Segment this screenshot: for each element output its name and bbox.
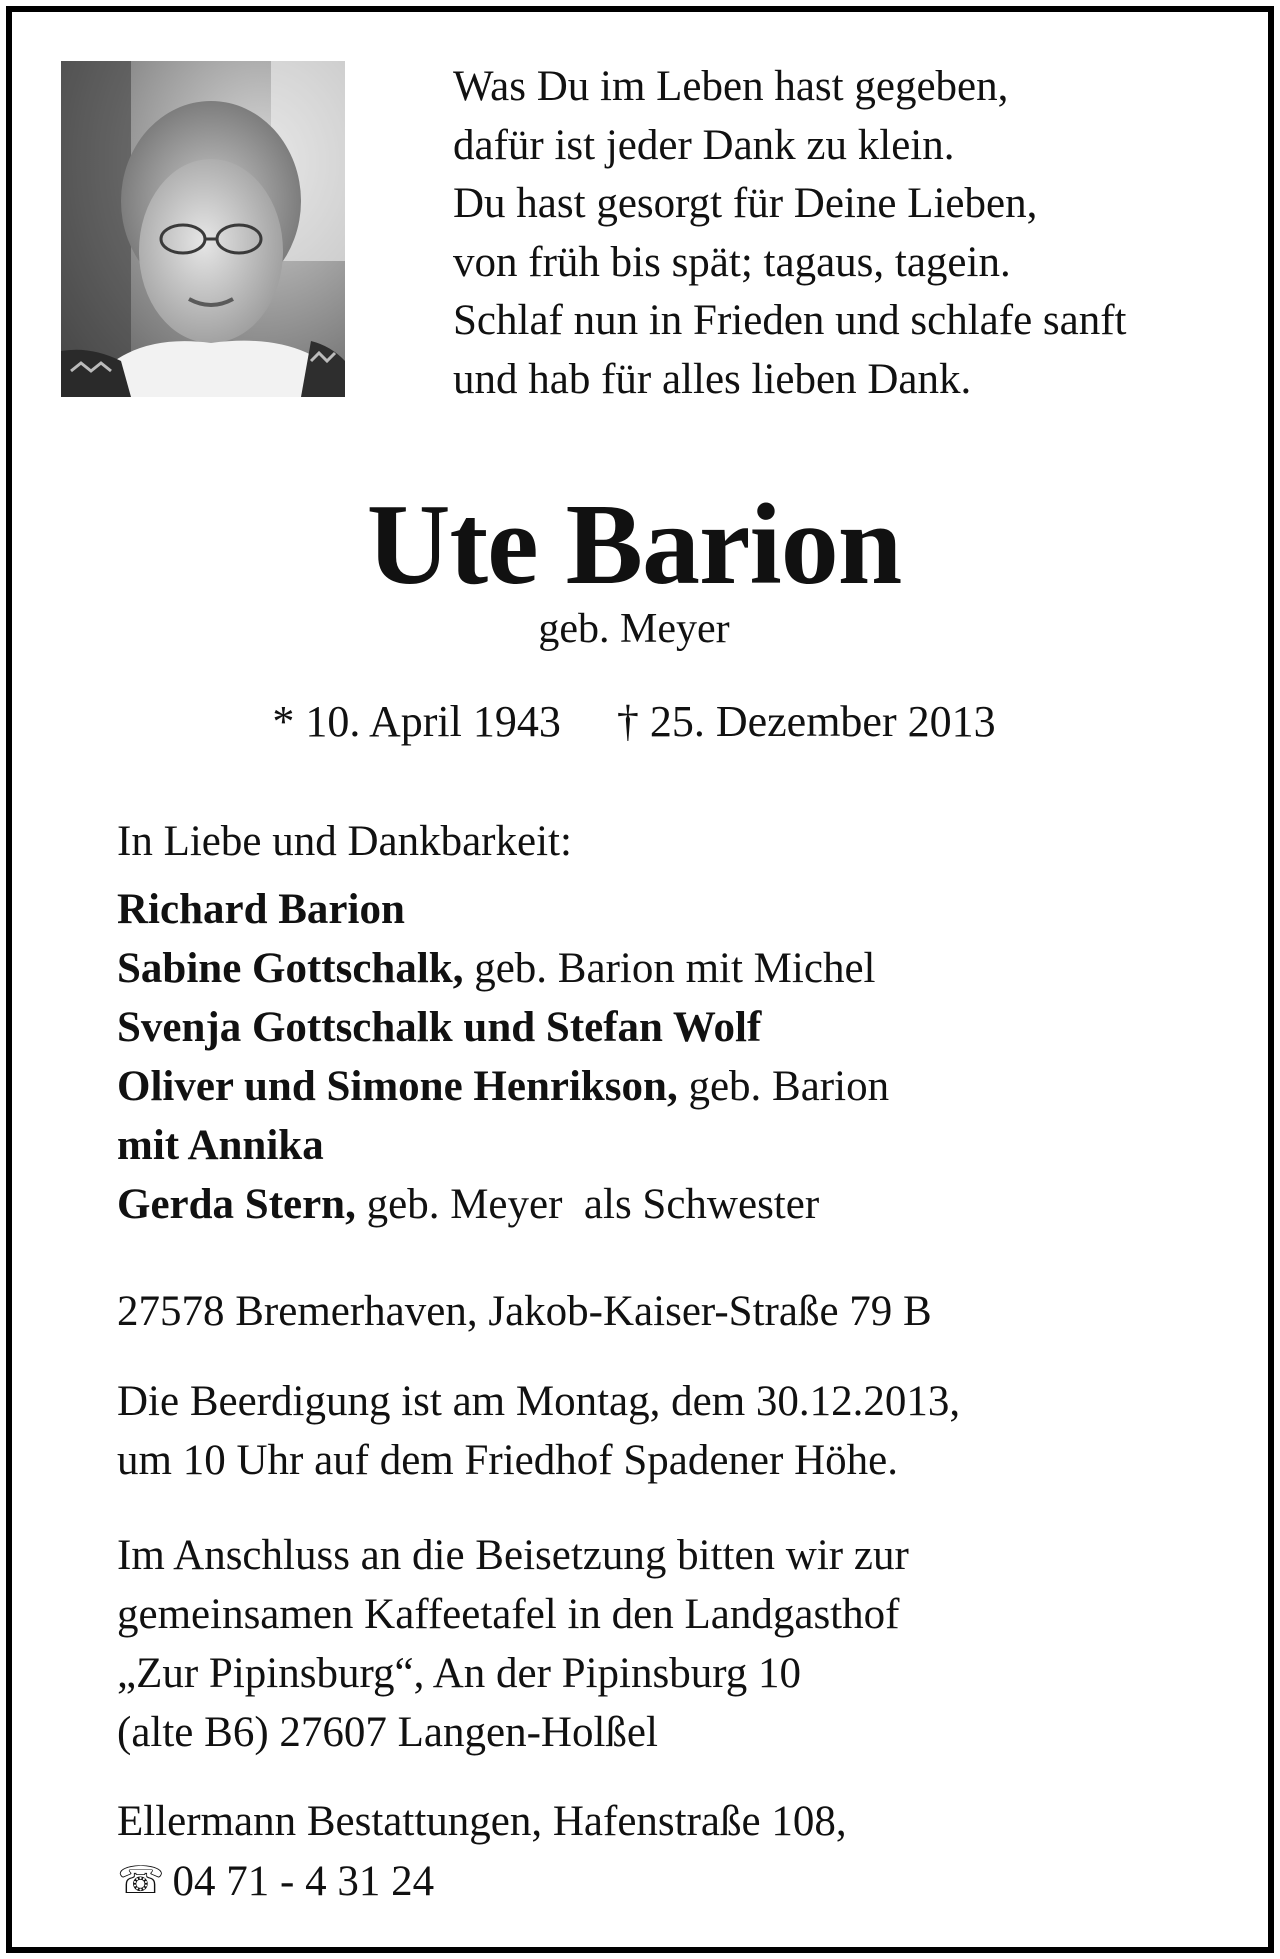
deceased-name: Ute Barion — [366, 481, 902, 609]
poem-line: Was Du im Leben hast gegeben, — [453, 63, 1009, 110]
poem-line: dafür ist jeder Dank zu klein. — [453, 121, 955, 169]
undertaker-line: Ellermann Bestattungen, Hafenstraße 108, — [117, 1798, 847, 1845]
mourners-intro: In Liebe und Dankbarkeit: — [117, 818, 572, 865]
portrait-photo — [61, 61, 345, 397]
poem-line: Du hast gesorgt für Deine Lieben, — [453, 180, 1038, 227]
mourners-list — [117, 880, 1237, 1234]
mourner-line: Sabine Gottschalk, geb. Barion mit Michel — [117, 945, 876, 992]
poem-line: Schlaf nun in Frieden und schlafe sanft — [453, 297, 1127, 344]
obituary-notice — [6, 6, 1274, 1953]
reception-line: gemeinsamen Kaffeetafel in den Landgasthof — [117, 1591, 900, 1638]
birth-date: * 10. April 1943 — [272, 697, 561, 746]
family-address: 27578 Bremerhaven, Jakob-Kaiser-Straße 79 B — [117, 1288, 932, 1335]
mourner-line: Richard Barion — [117, 886, 405, 933]
funeral-line: um 10 Uhr auf dem Friedhof Spadener Höhe. — [117, 1437, 898, 1484]
memorial-poem — [453, 58, 1253, 409]
reception-info — [117, 1526, 1237, 1762]
poem-line: von früh bis spät; tagaus, tagein. — [453, 238, 1011, 286]
phone-number: 04 71 - 4 31 24 — [172, 1858, 435, 1905]
death-date: † 25. Dezember 2013 — [616, 697, 996, 746]
mourner-line: mit Annika — [117, 1122, 324, 1169]
birth-name: geb. Meyer — [538, 606, 730, 652]
life-dates — [12, 692, 1256, 752]
funeral-info — [117, 1372, 1237, 1490]
reception-line: Im Anschluss an die Beisetzung bitten wir zur — [117, 1532, 909, 1579]
phone-icon: ☏ — [117, 1858, 165, 1902]
mourner-line: Oliver und Simone Henrikson, geb. Barion — [117, 1063, 890, 1110]
reception-line: „Zur Pipinsburg“, An der Pipinsburg 10 — [117, 1650, 802, 1697]
funeral-line: Die Beerdigung ist am Montag, dem 30.12.2013, — [117, 1378, 961, 1425]
mourner-line: Gerda Stern, geb. Meyer als Schwester — [117, 1181, 820, 1228]
undertaker-info — [117, 1792, 1237, 1911]
undertaker-phone — [117, 1851, 1237, 1911]
mourner-line: Svenja Gottschalk und Stefan Wolf — [117, 1004, 762, 1051]
reception-line: (alte B6) 27607 Langen-Holßel — [117, 1709, 658, 1756]
poem-line: und hab für alles lieben Dank. — [453, 355, 972, 403]
